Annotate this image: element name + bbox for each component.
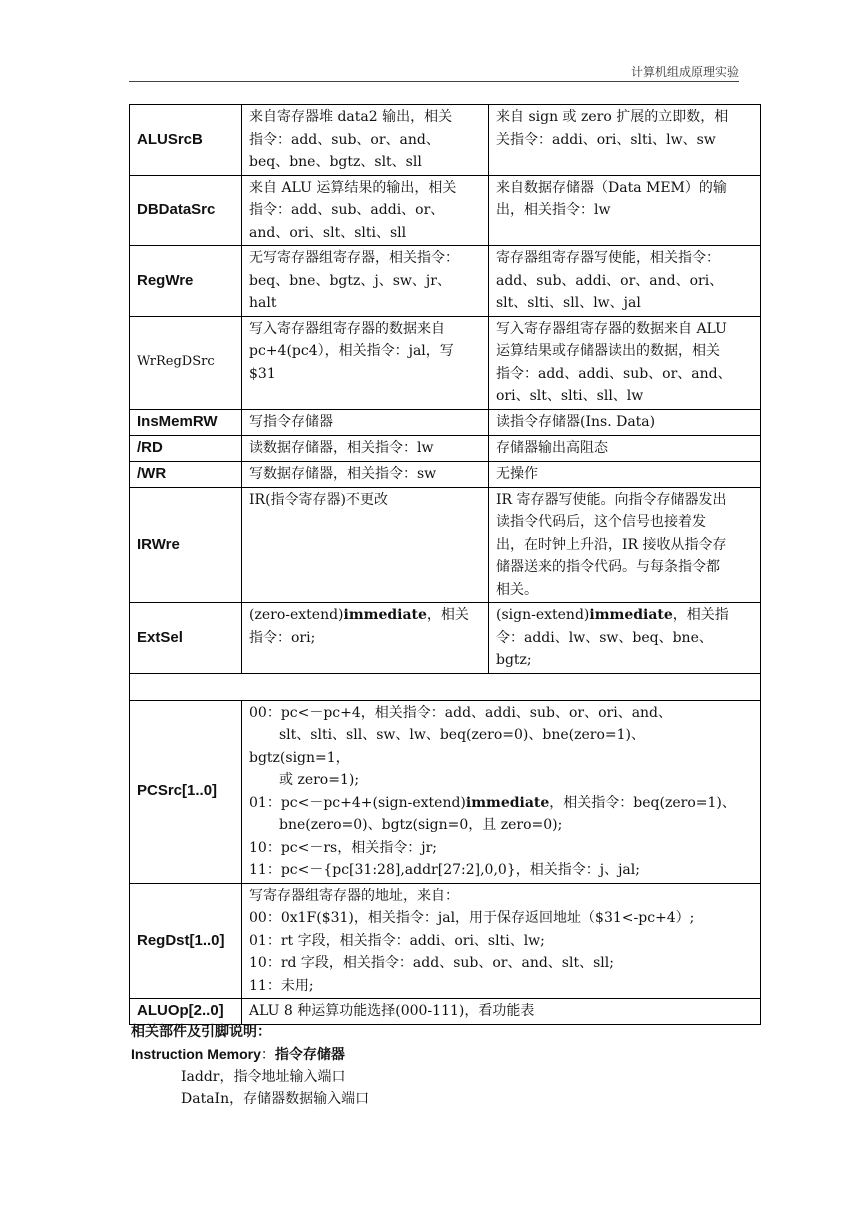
signal-zero-desc: 无写寄存器组寄存器，相关指令： beq、bne、bgtz、j、sw、jr、 halt <box>242 246 489 317</box>
table-row <box>130 435 761 461</box>
table-row <box>130 883 761 999</box>
signal-one-desc: 来自数据存储器（Data MEM）的输 出，相关指令：lw <box>489 175 761 246</box>
pin-item: DataIn，存储器数据输入端口 <box>181 1091 370 1107</box>
signal-name: /RD <box>130 435 242 461</box>
signal-name: IRWre <box>130 487 242 603</box>
instruction-memory-title: Instruction Memory：指令存储器 <box>131 1046 345 1063</box>
signal-name: ALUOp[2..0] <box>130 999 242 1025</box>
signal-zero-desc: 读数据存储器，相关指令：lw <box>242 435 489 461</box>
page-header-title: 计算机组成原理实验 <box>630 65 739 79</box>
table-row <box>130 316 761 409</box>
signal-desc: ALU 8 种运算功能选择(000-111)，看功能表 <box>242 999 761 1025</box>
signal-zero-desc: 写指令存储器 <box>242 409 489 435</box>
table-row <box>130 246 761 317</box>
header-rule <box>129 81 739 82</box>
table-row <box>130 487 761 603</box>
table-row <box>130 461 761 487</box>
signal-one-desc: 存储器输出高阻态 <box>489 435 761 461</box>
signal-zero-desc: 写数据存储器，相关指令：sw <box>242 461 489 487</box>
signal-zero-desc: 来自 ALU 运算结果的输出，相关 指令：add、sub、addi、or、 and、ori、slt、slti、sll <box>242 175 489 246</box>
table-row <box>130 175 761 246</box>
pin-item: Iaddr，指令地址输入端口 <box>181 1069 346 1085</box>
signal-zero-desc: IR(指令寄存器)不更改 <box>242 487 489 603</box>
signal-one-desc: (sign-extend)immediate，相关指 令：addi、lw、sw、beq、bne、 bgtz; <box>489 603 761 674</box>
notes-heading: 相关部件及引脚说明： <box>131 1024 271 1040</box>
signal-one-desc: 无操作 <box>489 461 761 487</box>
signal-name: PCSrc[1..0] <box>130 700 242 883</box>
signal-name: RegDst[1..0] <box>130 883 242 999</box>
table-row <box>130 700 761 883</box>
table-spacer-row <box>130 673 761 700</box>
signal-zero-desc: (zero-extend)immediate，相关 指令：ori; <box>242 603 489 674</box>
signal-zero-desc: 来自寄存器堆 data2 输出，相关 指令：add、sub、or、and、 beq、bne、bgtz、slt、sll <box>242 105 489 176</box>
table-row <box>130 603 761 674</box>
signal-one-desc: 写入寄存器组寄存器的数据来自 ALU 运算结果或存储器读出的数据，相关 指令：add、addi、sub、or、and、 ori、slt、slti、sll、lw <box>489 316 761 409</box>
signal-desc: 00：pc<－pc+4，相关指令：add、addi、sub、or、ori、and、 slt、slti、sll、sw、lw、beq(zero=0)、bne(zero=1)、 bgtz(sign=1， 或 zero=1); 01：pc<－pc+4+(sign-extend)immediate，相关指令：beq(zero=1)、 bne(zero=0)、bgtz(sign=0，且 zero=0); 10：pc<－rs，相关指令：jr; 11：pc<－{pc[31:28],addr[27:2],0,0}，相关指令：j、jal; <box>242 700 761 883</box>
control-signal-table <box>129 104 761 1025</box>
table-row <box>130 409 761 435</box>
signal-name: DBDataSrc <box>130 175 242 246</box>
signal-name: InsMemRW <box>130 409 242 435</box>
signal-name: /WR <box>130 461 242 487</box>
signal-name: WrRegDSrc <box>130 316 242 409</box>
signal-desc: 写寄存器组寄存器的地址，来自： 00：0x1F($31)，相关指令：jal，用于保存返回地址（$31<-pc+4）; 01：rt 字段，相关指令：addi、ori、slti、lw; 10：rd 字段，相关指令：add、sub、or、and、slt、sll; 11：未用; <box>242 883 761 999</box>
signal-one-desc: IR 寄存器写使能。向指令存储器发出 读指令代码后，这个信号也接着发 出，在时钟上升沿，IR 接收从指令存 储器送来的指令代码。与每条指令都 相关。 <box>489 487 761 603</box>
signal-name: RegWre <box>130 246 242 317</box>
component-notes <box>131 1021 751 1110</box>
signal-name: ExtSel <box>130 603 242 674</box>
signal-one-desc: 读指令存储器(Ins. Data) <box>489 409 761 435</box>
signal-name: ALUSrcB <box>130 105 242 176</box>
signal-one-desc: 寄存器组寄存器写使能，相关指令： add、sub、addi、or、and、ori、 slt、slti、sll、lw、jal <box>489 246 761 317</box>
table-row <box>130 105 761 176</box>
signal-one-desc: 来自 sign 或 zero 扩展的立即数，相 关指令：addi、ori、slti、lw、sw <box>489 105 761 176</box>
signal-zero-desc: 写入寄存器组寄存器的数据来自 pc+4(pc4），相关指令：jal，写 $31 <box>242 316 489 409</box>
